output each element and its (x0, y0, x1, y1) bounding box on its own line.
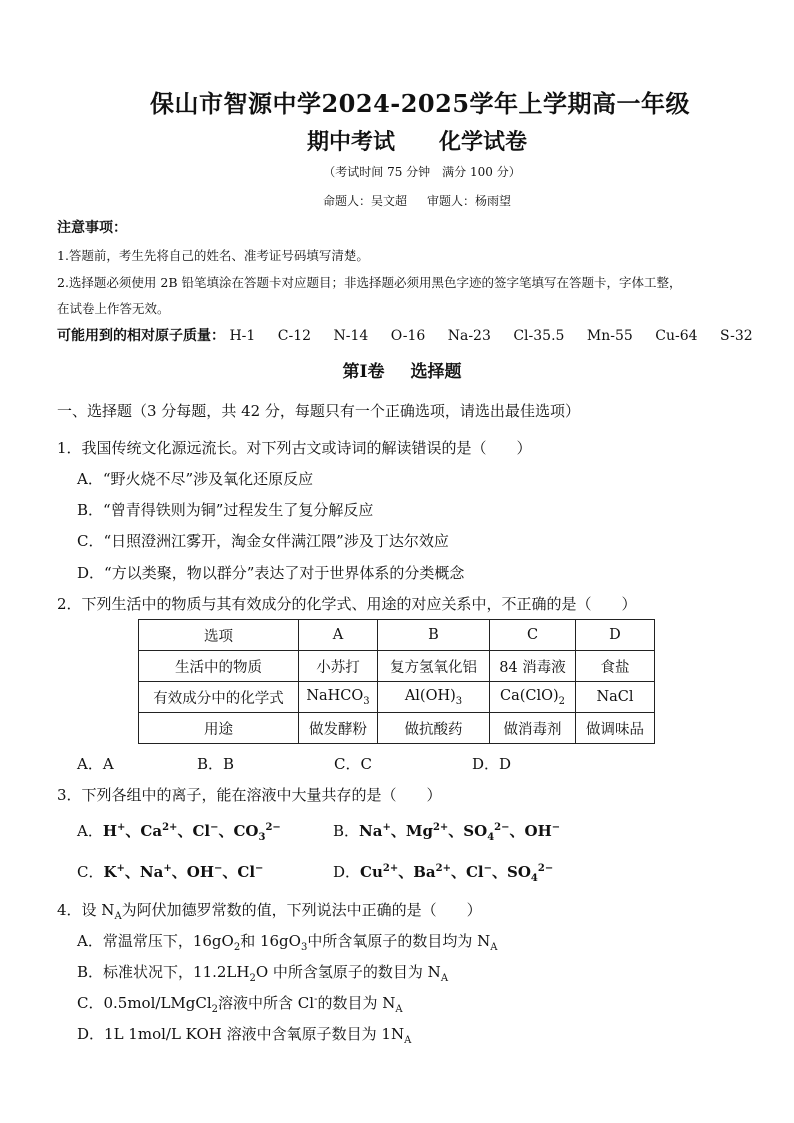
table-cell (299, 682, 378, 713)
option-label: A． (77, 822, 103, 840)
formula-subscript: 3 (363, 695, 370, 707)
q1-option-d: D．“方以类聚，物以群分”表达了对于世界体系的分类概念 (77, 564, 465, 582)
table-cell: 有效成分中的化学式 (139, 682, 299, 713)
table-cell: B (378, 620, 490, 651)
q2-option-a: A．A (77, 755, 114, 773)
formula-text: Ca(ClO) (499, 687, 559, 704)
table-cell: 做调味品 (576, 713, 655, 744)
q4-option-b: B．标准状况下，$11.2LH_2O$ 中所含氢原子的数目为 $N_A$ (77, 963, 449, 984)
q3-option-b (333, 820, 560, 843)
table-cell: 做消毒剂 (490, 713, 576, 744)
atomic-mass-item: H-1 (229, 328, 256, 344)
table-cell: 食盐 (576, 651, 655, 682)
q1-option-a: A．“野火烧不尽”涉及氧化还原反应 (77, 470, 314, 488)
q2-answers (77, 753, 511, 774)
table-cell: D (576, 620, 655, 651)
table-cell: 复方氢氧化铝 (378, 651, 490, 682)
q4-stem: 4．设 $N_A$为阿伏加德罗常数的值，下列说法中正确的是（ ） (57, 901, 482, 922)
q4-option-c: C．0.5mol/LMgCl$_2$溶液中所含 Cl-的数目为 $N_A$ (77, 994, 403, 1015)
q1-option-c: C．“日照澄洲江雾开，淘金女伴满江隈”涉及丁达尔效应 (77, 532, 449, 550)
atomic-mass-item: C-12 (277, 328, 312, 344)
q2-table (138, 619, 655, 744)
table-row (139, 713, 655, 744)
exam-title-school: 保山市智源中学2024-2025学年上学期高一年级 (149, 89, 691, 118)
q3-option-c (77, 861, 263, 882)
q4-option-a: A．常温常压下，$16gO_2$和 $16gO_3$中所含氧原子的数目均为 $N_A$ (77, 932, 498, 953)
q2-stem: 2．下列生活中的物质与其有效成分的化学式、用途的对应关系中，不正确的是（ ） (57, 595, 637, 613)
ion-list: K+、Na+、OH−、Cl− (103, 863, 264, 881)
q3-option-d (333, 861, 553, 884)
formula-text: Al(OH) (404, 687, 456, 704)
exam-title-subject (0, 125, 794, 156)
table-row (139, 651, 655, 682)
atomic-masses-label: 可能用到的相对原子质量： (57, 328, 225, 344)
atomic-mass-item: O-16 (390, 328, 426, 344)
atomic-mass-item: N-14 (333, 328, 369, 344)
table-cell: 做抗酸药 (378, 713, 490, 744)
section-part: 第Ⅰ卷 (342, 362, 385, 382)
section-heading (0, 357, 794, 382)
q1-stem: 1．我国传统文化源远流长。对下列古文或诗词的解读错误的是（ ） (57, 439, 532, 457)
atomic-mass-item: S-32 (719, 328, 753, 344)
option-label: B． (333, 822, 360, 840)
q2-option-b: B．B (197, 755, 235, 773)
section-instruction: 一、选择题（3 分每题，共 42 分，每题只有一个正确选项，请选出最佳选项） (57, 402, 580, 420)
exam-type: 期中考试 (306, 129, 395, 155)
ion-list: H+、$Ca^{2+}$、Cl−、$CO_3^{2-}$ (102, 822, 281, 843)
ion-list: Na+、$Mg^{2+}$、$SO_4^{2-}$、OH− (359, 822, 561, 843)
notice-item-2-cont: 在试卷上作答无效。 (57, 301, 170, 316)
table-row (139, 682, 655, 713)
reviewer: 审题人：杨雨望 (427, 194, 512, 208)
table-cell: 小苏打 (299, 651, 378, 682)
q4-option-d: D．1L 1mol/L KOH 溶液中含氧原子数目为 $1N_A$ (77, 1025, 412, 1046)
table-cell (490, 682, 576, 713)
subject-name: 化学试卷 (439, 129, 528, 155)
q2-option-d: D．D (472, 755, 512, 773)
exam-time-info: （考试时间 75 分钟 满分 100 分） (323, 165, 521, 179)
table-cell: A (299, 620, 378, 651)
formula-text: NaHCO (306, 687, 364, 704)
ion-list: $Cu^{2+}$、$Ba^{2+}$、Cl−、$SO_4^{2-}$ (360, 863, 554, 884)
formula-subscript: 2 (558, 695, 566, 707)
table-cell: 用途 (139, 713, 299, 744)
table-cell: C (490, 620, 576, 651)
section-name: 选择题 (410, 362, 462, 382)
table-cell: NaCl (576, 682, 655, 713)
option-label: C． (77, 863, 104, 881)
table-cell: 做发酵粉 (299, 713, 378, 744)
q2-option-c: C．C (334, 755, 372, 773)
formula-subscript: 3 (455, 695, 463, 707)
author: 命题人：吴文超 (322, 194, 407, 208)
table-cell: 生活中的物质 (139, 651, 299, 682)
authors (0, 192, 794, 209)
q3-option-a (77, 820, 281, 843)
atomic-masses (57, 325, 771, 345)
option-label: D． (333, 863, 361, 881)
table-cell: 84 消毒液 (490, 651, 576, 682)
atomic-mass-item: Na-23 (447, 328, 491, 344)
atomic-mass-item: Mn-55 (586, 328, 633, 344)
notice-item-2: 2.选择题必须使用 2B 铅笔填涂在答题卡对应题目；非选择题必须用黑色字迹的签字笔填写在答题卡，字体工整， (57, 275, 682, 290)
table-cell (378, 682, 490, 713)
atomic-mass-item: Cu-64 (655, 328, 698, 344)
table-cell: 选项 (139, 620, 299, 651)
atomic-mass-item: Cl-35.5 (513, 328, 565, 344)
notice-item-1: 1.答题前，考生先将自己的姓名、准考证号码填写清楚。 (57, 248, 369, 263)
table-row (139, 620, 655, 651)
notice-heading: 注意事项： (57, 220, 127, 236)
q3-stem: 3．下列各组中的离子，能在溶液中大量共存的是（ ） (57, 786, 442, 804)
q1-option-b: B．“曾青得铁则为铜”过程发生了复分解反应 (77, 501, 374, 519)
